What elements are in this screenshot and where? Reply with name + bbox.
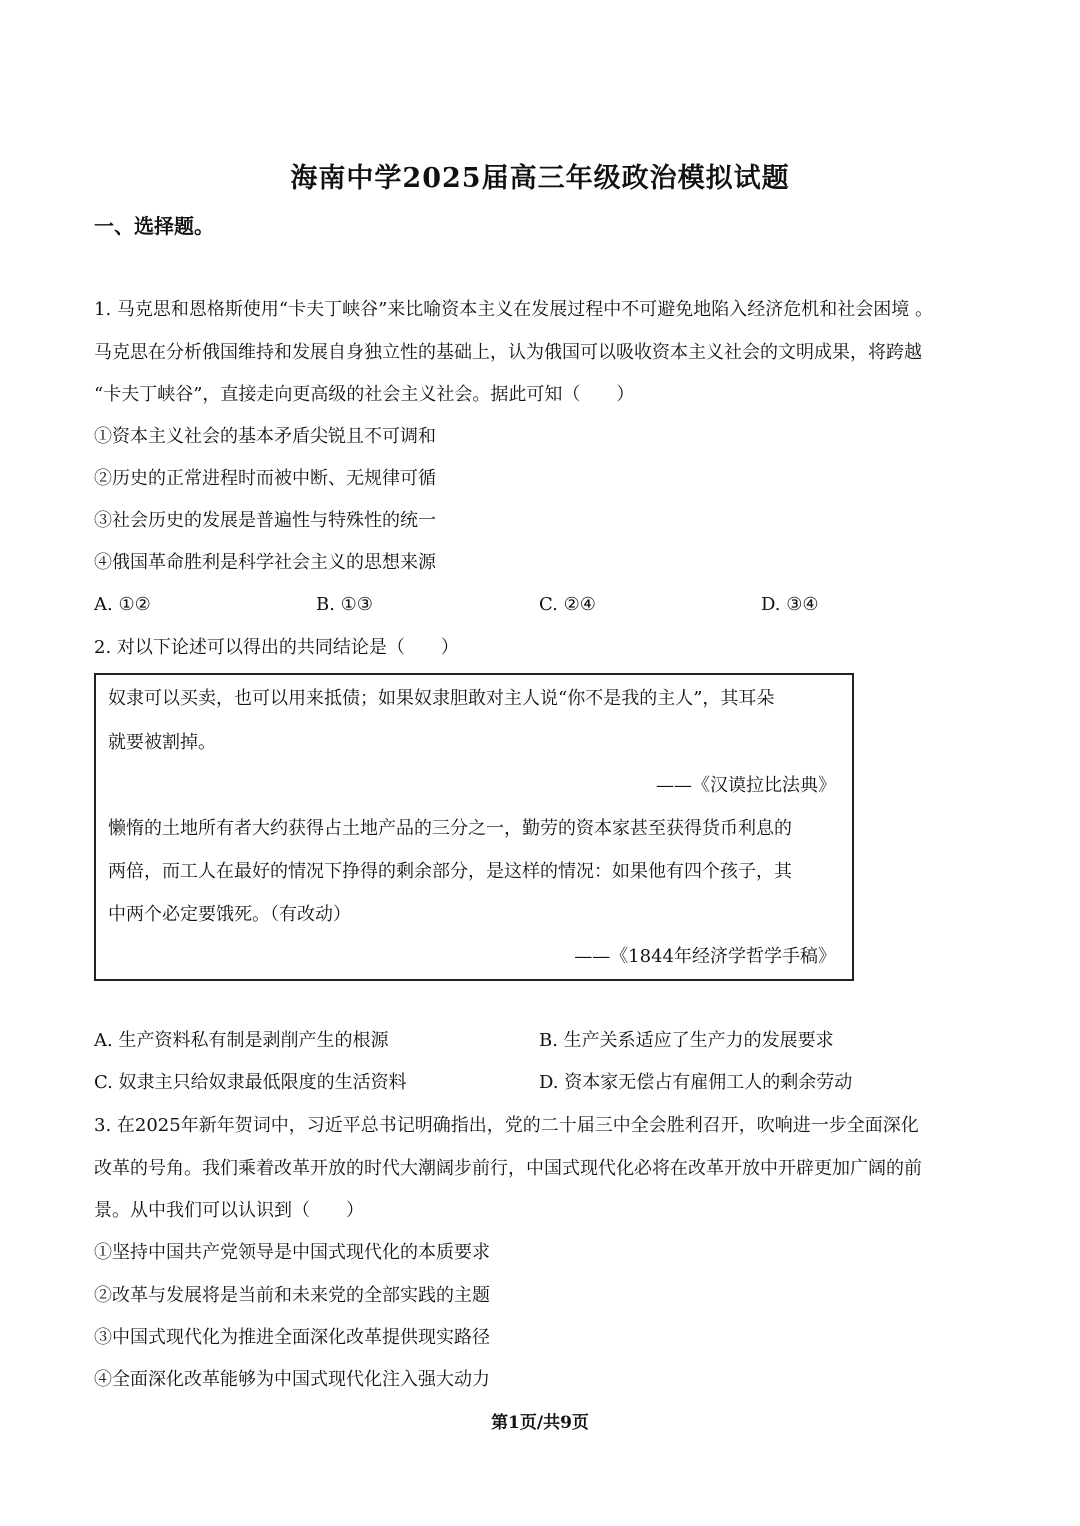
q1-stem-line-1: 1. 马克思和恩格斯使用“卡夫丁峡谷”来比喻资本主义在发展过程中不可避免地陷入经济危机和社会困境 。 [94,299,934,320]
q1-stem-line-2: 马克思在分析俄国维持和发展自身独立性的基础上，认为俄国可以吸收资本主义社会的文明成果，将跨越 [94,342,922,363]
q3-stem-line-1: 3. 在2025年新年贺词中，习近平总书记明确指出，党的二十届三中全会胜利召开，吹响进一步全面深化 [94,1115,919,1136]
quote-1-line-2: 就要被割掉。 [108,732,216,753]
q1-option-c: C. ②④ [539,594,596,615]
q3-stem-line-2: 改革的号角。我们乘着改革开放的时代大潮阔步前行，中国式现代化必将在改革开放中开辟更加广阔的前 [94,1158,922,1179]
page-number: 第1页/共9页 [491,1413,589,1433]
q1-item-4: ④俄国革命胜利是科学社会主义的思想来源 [94,552,436,573]
q1-option-d: D. ③④ [761,594,819,615]
q2-option-a: A. 生产资料私有制是剥削产生的根源 [94,1030,389,1051]
q1-option-a: A. ①② [94,594,151,615]
q2-stem: 2. 对以下论述可以得出的共同结论是（ ） [94,637,459,658]
section-heading: 一、选择题。 [94,214,214,238]
q1-item-3: ③社会历史的发展是普遍性与特殊性的统一 [94,510,436,531]
q1-item-2: ②历史的正常进程时而被中断、无规律可循 [94,468,436,489]
quote-2-line-2: 两倍，而工人在最好的情况下挣得的剩余部分，是这样的情况：如果他有四个孩子，其 [108,861,792,882]
page-title: 海南中学2025届高三年级政治模拟试题 [290,163,790,194]
quote-2-line-1: 懒惰的土地所有者大约获得占土地产品的三分之一，勤劳的资本家甚至获得货币利息的 [108,818,792,839]
quote-box [94,673,854,981]
quote-2-line-3: 中两个必定要饿死。（有改动） [108,904,351,925]
q2-option-b: B. 生产关系适应了生产力的发展要求 [539,1030,834,1051]
q2-option-c: C. 奴隶主只给奴隶最低限度的生活资料 [94,1072,407,1093]
q1-item-1: ①资本主义社会的基本矛盾尖锐且不可调和 [94,426,436,447]
quote-1-source: ——《汉谟拉比法典》 [656,775,836,796]
q3-stem-line-3: 景。从中我们可以认识到（ ） [94,1200,364,1221]
q3-item-1: ①坚持中国共产党领导是中国式现代化的本质要求 [94,1242,490,1263]
q1-option-b: B. ①③ [316,594,373,615]
q3-item-3: ③中国式现代化为推进全面深化改革提供现实路径 [94,1327,490,1348]
q1-stem-line-3: “卡夫丁峡谷”，直接走向更高级的社会主义社会。据此可知（ ） [94,384,635,405]
q3-item-2: ②改革与发展将是当前和未来党的全部实践的主题 [94,1285,490,1306]
q2-option-d: D. 资本家无偿占有雇佣工人的剩余劳动 [539,1072,853,1093]
quote-2-source: ——《1844年经济学哲学手稿》 [574,946,836,967]
q3-item-4: ④全面深化改革能够为中国式现代化注入强大动力 [94,1369,490,1390]
quote-1-line-1: 奴隶可以买卖，也可以用来抵债；如果奴隶胆敢对主人说“你不是我的主人”，其耳朵 [108,688,775,709]
